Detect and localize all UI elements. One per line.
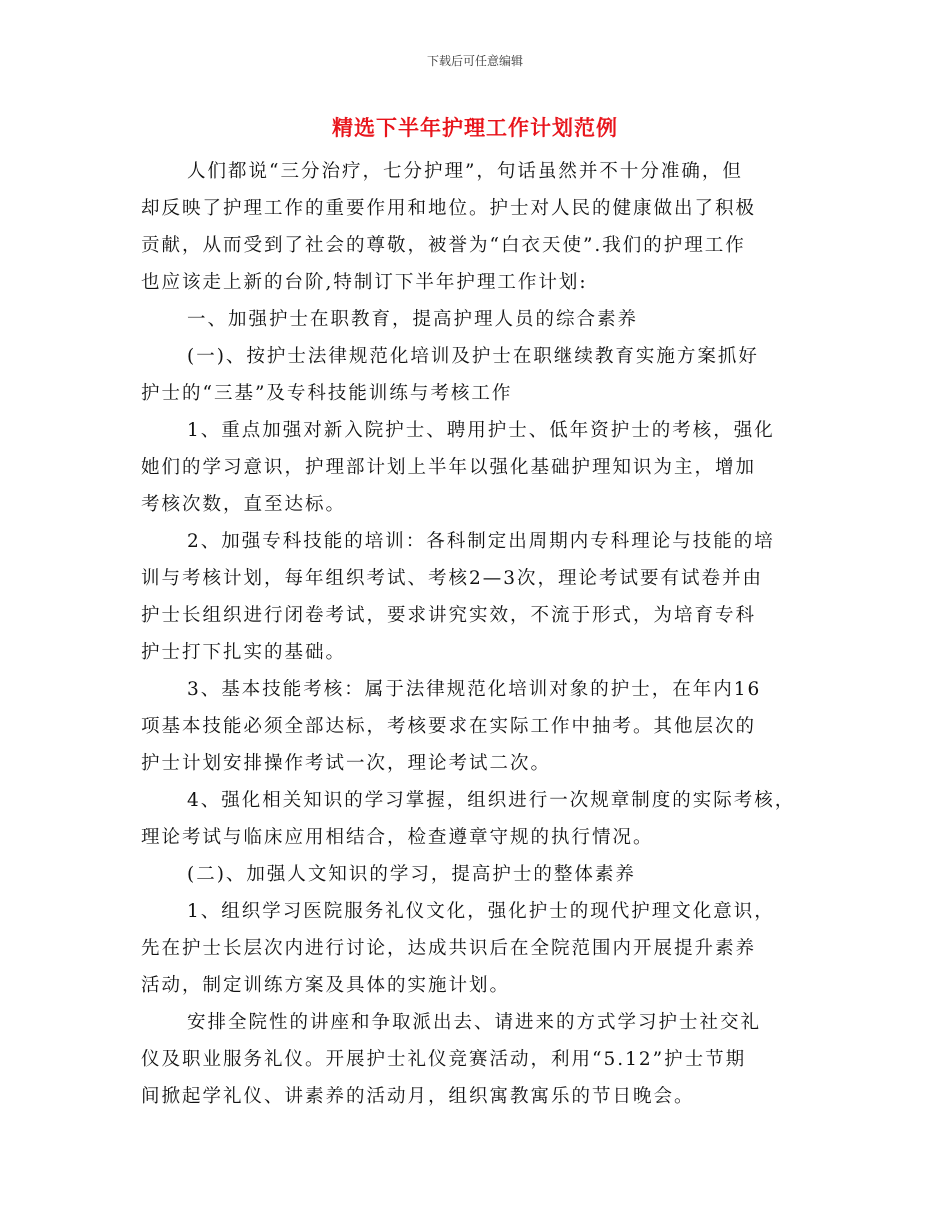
paragraph-line: 理论考试与临床应用相结合，检查遵章守规的执行情况。 xyxy=(141,827,654,848)
paragraph-first-line: 3、基本技能考核：属于法律规范化培训对象的护士，在年内16 xyxy=(187,679,762,700)
paragraph-first-line: (一)、按护士法律规范化培训及护士在职继续教育实施方案抓好 xyxy=(187,346,759,367)
paragraph-line: 贡献，从而受到了社会的尊敬，被誉为“白衣天使”.我们的护理工作 xyxy=(141,235,746,256)
paragraph-line: 护士的“三基”及专科技能训练与考核工作 xyxy=(141,383,513,404)
paragraph xyxy=(141,412,821,523)
paragraph-first-line: (二)、加强人文知识的学习，提高护士的整体素养 xyxy=(187,864,636,885)
paragraph-line: 护士长组织进行闭卷考试，要求讲究实效，不流于形式，为培育专科 xyxy=(141,605,757,626)
paragraph-line: 也应该走上新的台阶,特制订下半年护理工作计划: xyxy=(141,272,588,293)
paragraph xyxy=(141,671,821,782)
paragraph-first-line: 2、加强专科技能的培训：各科制定出周期内专科理论与技能的培 xyxy=(187,531,775,552)
paragraph xyxy=(141,301,821,338)
paragraph-first-line: 1、重点加强对新入院护士、聘用护士、低年资护士的考核，强化 xyxy=(187,420,775,441)
paragraph xyxy=(141,1004,821,1115)
paragraph-first-line: 人们都说“三分治疗，七分护理”，句话虽然并不十分准确，但 xyxy=(187,161,743,182)
paragraph-line: 考核次数，直至达标。 xyxy=(141,494,347,515)
paragraph xyxy=(141,338,821,412)
paragraph-line: 间掀起学礼仪、讲素养的活动月，组织寓教寓乐的节日晚会。 xyxy=(141,1086,695,1107)
paragraph-line: 她们的学习意识，护理部计划上半年以强化基础护理知识为主，增加 xyxy=(141,457,757,478)
paragraph-first-line: 1、组织学习医院服务礼仪文化，强化护士的现代护理文化意识， xyxy=(187,901,775,922)
paragraph-first-line: 安排全院性的讲座和争取派出去、请进来的方式学习护士社交礼 xyxy=(187,1012,762,1033)
paragraph-first-line: 4、强化相关知识的学习掌握，组织进行一次规章制度的实际考核， xyxy=(187,790,796,811)
paragraph-line: 先在护士长层次内进行讨论，达成共识后在全院范围内开展提升素养 xyxy=(141,938,757,959)
paragraph-line: 仪及职业服务礼仪。开展护士礼仪竞赛活动，利用“5.12”护士节期 xyxy=(141,1049,747,1070)
document-body xyxy=(141,153,821,1115)
paragraph-line: 项基本技能必须全部达标，考核要求在实际工作中抽考。其他层次的 xyxy=(141,716,757,737)
paragraph-first-line: 一、加强护士在职教育，提高护理人员的综合素养 xyxy=(187,309,639,330)
paragraph-line: 护士计划安排操作考试一次，理论考试二次。 xyxy=(141,753,552,774)
paragraph xyxy=(141,856,821,893)
paragraph-line: 护士打下扎实的基础。 xyxy=(141,642,347,663)
paragraph-line: 却反映了护理工作的重要作用和地位。护士对人民的健康做出了积极 xyxy=(141,198,757,219)
paragraph xyxy=(141,523,821,671)
paragraph xyxy=(141,893,821,1004)
paragraph-line: 活动，制定训练方案及具体的实施计划。 xyxy=(141,975,511,996)
paragraph xyxy=(141,153,821,301)
paragraph-line: 训与考核计划，每年组织考试、考核2—3次，理论考试要有试卷并由 xyxy=(141,568,764,589)
paragraph xyxy=(141,782,821,856)
document-title: 精选下半年护理工作计划范例 xyxy=(332,115,618,140)
page-header-note: 下载后可任意编辑 xyxy=(426,54,523,68)
